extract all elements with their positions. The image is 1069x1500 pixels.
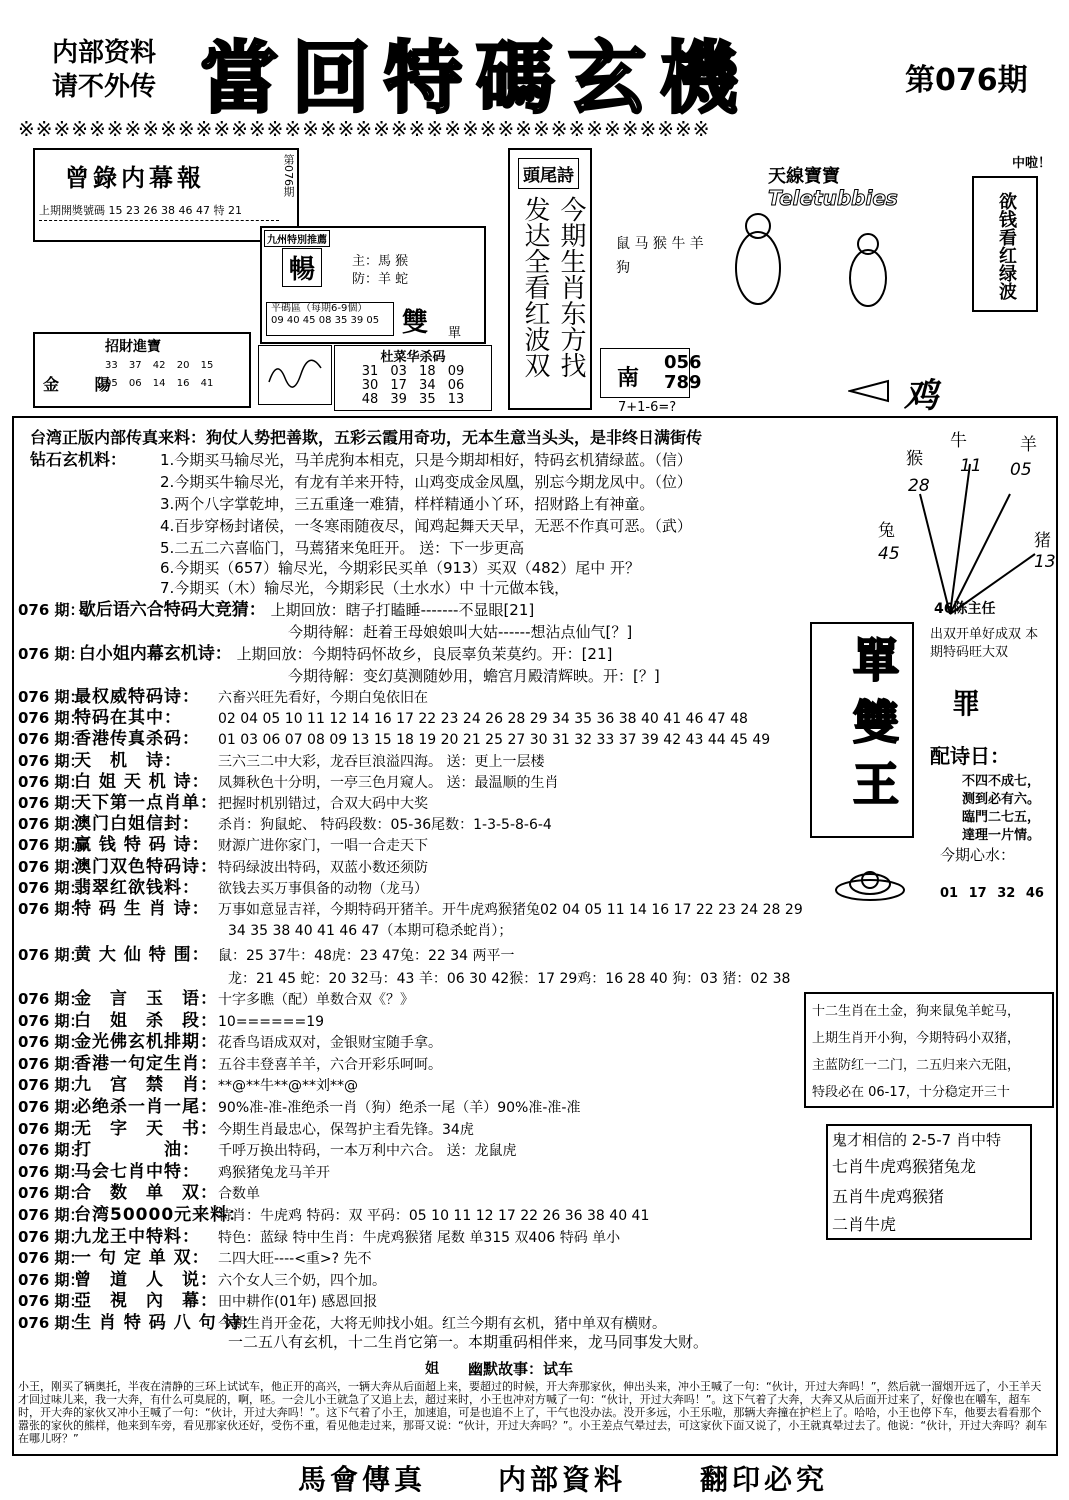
row-value: 千呼万换出特码，一本万利中六合。 送：龙鼠虎 xyxy=(218,1143,517,1160)
intro-item-1: 1.今期买马输尽光，马羊虎狗本相克，只是今期却相好，特码玄机猜绿蓝。（信） xyxy=(160,451,692,469)
kill-code-row1: 31 03 18 09 xyxy=(361,364,465,379)
fan-ox: 牛 xyxy=(950,431,967,451)
sdk-nums: 01 17 32 46 xyxy=(940,886,1044,901)
summary-line-1: 十二生肖在土金，狗来鼠兔羊蛇马， xyxy=(812,1004,1021,1019)
row-label: 九龙王中特料： xyxy=(74,1226,200,1247)
info-row xyxy=(18,709,748,728)
info-row xyxy=(18,1120,474,1139)
riddle-1-label: 歇后语六合特码大竞猜： xyxy=(78,600,266,620)
row-value: 02 04 05 10 11 12 14 16 17 22 23 24 26 28 29 34 35 36 38 40 41 46 47 48 xyxy=(218,711,748,728)
row-label: 曾 道 人 说： xyxy=(74,1269,218,1290)
fan-n11: 11 xyxy=(960,456,982,476)
sdk-poem-1: 不四不成七， xyxy=(962,774,1041,789)
info-row xyxy=(18,752,544,771)
newspaper-side: 第076期 xyxy=(282,154,295,197)
green-wave-sign xyxy=(972,176,1038,312)
newspaper-title: 曾錄内幕報 xyxy=(65,163,205,192)
summary-line-4: 特段必在 06-17，十分稳定开三十 xyxy=(812,1085,1010,1100)
kill-code-row2: 30 17 34 06 xyxy=(361,378,465,393)
row-label: 马会七肖中特： xyxy=(74,1161,200,1182)
row-value: 五谷丰登喜羊羊，六合开彩乐呵呵。 xyxy=(218,1056,442,1073)
row-issue: 076 期： xyxy=(18,1076,85,1095)
sdk-poem-2: 测到必有六。 xyxy=(962,792,1041,807)
cartoon-label: 天線寶寶 xyxy=(768,166,840,187)
box2-table xyxy=(266,302,394,336)
row-issue: 076 期： xyxy=(18,1249,85,1268)
box2-guard: 防：羊 蛇 xyxy=(352,272,409,287)
notice-line2: 请不外传 xyxy=(52,72,157,102)
row-label: 生 肖 特 码 八 句 诗： xyxy=(74,1313,260,1333)
row-issue: 076 期： xyxy=(18,688,85,706)
row-value: 把握时机别错过，合双大码中大奖 xyxy=(218,796,428,812)
fan-n05: 05 xyxy=(1010,460,1032,480)
intro-item-3: 3.两个八字掌乾坤，三五重逢一难猜，样样精通小丫环，招财路上有神童。 xyxy=(160,495,655,513)
kill-code-row3: 48 39 35 13 xyxy=(361,392,465,407)
huangdaxian-label: 黄 大 仙 特 围： xyxy=(74,945,210,965)
info-row xyxy=(18,858,428,877)
info-row xyxy=(18,1076,358,1095)
kill-code-title: 杜菜华杀码 xyxy=(380,350,446,365)
row-value: 凤舞秋色十分明，一亭三色月窥人。 送：最温顺的生肖 xyxy=(218,774,559,791)
box2-char-chang: 暢 xyxy=(282,248,322,287)
row-label: 翡翠红欲钱料： xyxy=(74,877,200,898)
info-row xyxy=(18,1206,649,1225)
ghost-line-3: 二肖牛虎 xyxy=(832,1215,897,1234)
row-label: 金 言 玉 语： xyxy=(74,989,218,1009)
row-issue: 076 期： xyxy=(18,1098,85,1116)
fortune-row1: 33 37 42 20 15 xyxy=(105,360,214,371)
chang-shuang-box xyxy=(260,226,486,344)
joke-title: 幽默故事：试车 xyxy=(468,1360,574,1378)
poem-col-left: 发达全看红波双 xyxy=(520,196,550,378)
row-value: 十字多瞧（配）单数合双《？》 xyxy=(218,992,414,1008)
intro-label: 钻石玄机料： xyxy=(30,450,127,469)
fan-n45: 45 xyxy=(878,544,900,564)
ghost-pick-box xyxy=(826,1124,1032,1240)
row-label: 打 油： xyxy=(74,1140,200,1161)
row-label: 天下第一点肖单： xyxy=(74,793,218,813)
box2-title: 九州特別推薦 xyxy=(264,230,330,247)
info-row xyxy=(18,1184,260,1203)
south-char: 南 xyxy=(617,366,640,391)
poem-col-right: 今期生肖东方找 xyxy=(556,196,586,378)
newspaper-divider xyxy=(39,220,279,221)
handwriting-box xyxy=(258,345,332,405)
row-label: 无 字 天 书： xyxy=(74,1118,218,1139)
row-value: 10======19 xyxy=(218,1013,325,1030)
info-row xyxy=(18,773,558,792)
huangdaxian-line1: 鼠：25 37牛：48虎：23 47兔：22 34 两平一 xyxy=(218,948,515,964)
row-issue: 076 期： xyxy=(18,1314,85,1332)
row-issue: 076 期： xyxy=(18,900,85,918)
sdk-today: 今期心水： xyxy=(940,846,1016,864)
sdk-poem-title: 配诗日： xyxy=(930,744,1010,768)
row-label: 最权威特码诗： xyxy=(74,687,200,707)
row-label: 天 机 诗： xyxy=(74,750,182,771)
info-row xyxy=(18,1271,386,1290)
row-issue: 076 期： xyxy=(18,1184,85,1203)
row-issue: 076 期： xyxy=(18,772,85,791)
info-row xyxy=(18,1098,580,1117)
box2-char-dan: 單 xyxy=(448,326,462,341)
fortune-chars: 金 陽 xyxy=(43,375,111,394)
row-value: 01 03 06 07 08 09 13 15 18 19 20 21 25 27 30 31 32 33 37 39 42 43 44 45 49 xyxy=(218,732,771,749)
info-row xyxy=(18,1228,620,1247)
box2-char-shuang: 雙 xyxy=(402,308,429,338)
zodiac-summary-box xyxy=(804,992,1054,1108)
intro-item-6: 6.今期买（657）输尽光，今期彩民买单（913）买双（482）尾中 开？ xyxy=(160,559,640,577)
row-value: 合数单 xyxy=(218,1186,260,1203)
row-value: 特肖：牛虎鸡 特码：双 平码：05 10 11 12 17 22 26 36 38 40 41 xyxy=(218,1208,650,1224)
fan-n13: 13 xyxy=(1034,552,1056,572)
row-value: 田中耕作(01年) 感恩回报 xyxy=(218,1294,378,1311)
row-label: 九 宫 禁 肖： xyxy=(74,1075,218,1096)
row-label: 金光佛玄机排期： xyxy=(74,1032,218,1053)
row-value: 杀肖：狗鼠蛇、 特码段数：05-36尾数：1-3-5-8-6-4 xyxy=(218,817,552,834)
row-issue: 076 期： xyxy=(18,836,85,855)
box2-main: 主：馬 猴 xyxy=(352,254,409,269)
row-value: 欲钱去买万事俱备的动物（龙马） xyxy=(218,880,428,897)
row-issue: 076 期： xyxy=(18,878,85,897)
row-label: 亞 視 內 幕： xyxy=(74,1291,218,1312)
row-label: 澳门双色特码诗： xyxy=(74,856,218,877)
row-value: 90%准-准-准绝杀一肖（狗）绝杀一尾（羊）90%准-准-准 xyxy=(218,1100,581,1116)
south-nums2: 789 xyxy=(664,372,702,393)
row-value: 六畜兴旺先看好，今期白兔依旧在 xyxy=(218,690,428,706)
zodiac-fan xyxy=(860,424,1056,624)
row-issue: 076 期： xyxy=(18,730,85,749)
ghost-title: 鬼才相信的 2-5-7 肖中特 xyxy=(832,1131,1001,1149)
row-label: 白 姐 杀 段： xyxy=(74,1010,218,1031)
box2-table-nums: 09 40 45 08 35 39 05 xyxy=(271,315,380,326)
riddle-1-now: 今期待解：赶着王母娘娘叫大姑------想沾点仙气[？] xyxy=(288,623,633,641)
intro-item-5: 5.二五二六喜临门，马蔫猪来兔旺开。 送：下一步更高 xyxy=(160,539,525,557)
arrow-icon xyxy=(848,376,898,406)
row-value: 鸡猴猪兔龙马羊开 xyxy=(218,1164,330,1181)
row-label: 一 句 定 单 双： xyxy=(74,1248,210,1269)
issue-number: 第076期 xyxy=(905,63,1028,98)
info-row xyxy=(18,730,770,749)
intro-item-4: 4.百步穿杨封诸侯，一冬寒雨随夜尽，闻鸡起舞天天早，无恶不作真可恶。（武） xyxy=(160,517,692,535)
notice-line1: 内部资料 xyxy=(52,38,157,68)
footer-mid: 内部資料 xyxy=(498,1463,627,1496)
row-label: 赢 钱 特 码 诗： xyxy=(74,835,210,856)
flower-icon xyxy=(830,868,910,904)
poem-header: 頭尾詩 xyxy=(518,158,579,189)
masthead-title: 當回特碼玄機 xyxy=(200,33,753,124)
info-row xyxy=(18,1012,324,1031)
riddle-2 xyxy=(18,644,612,664)
row-issue: 076 期： xyxy=(18,1011,85,1030)
info-row xyxy=(18,815,552,834)
info-row xyxy=(18,836,428,855)
row-issue: 076 期： xyxy=(18,794,85,812)
cartoon-area xyxy=(598,148,968,414)
riddle-1-no: 076 期： xyxy=(18,601,85,619)
header-notice xyxy=(52,36,156,104)
single-double-king-box xyxy=(810,622,914,838)
row-issue: 076 期： xyxy=(18,1206,85,1224)
fan-goat: 羊 xyxy=(1020,435,1037,455)
row-issue: 076 期： xyxy=(18,1033,85,1052)
info-row xyxy=(18,879,428,898)
fortune-box xyxy=(33,332,251,408)
info-row xyxy=(18,1292,377,1311)
fan-n28: 28 xyxy=(908,476,930,496)
row-value: 特码绿波出特码，双蓝小数还须防 xyxy=(218,859,428,876)
info-row xyxy=(18,1163,330,1182)
formula: 7+1-6=? xyxy=(618,400,677,415)
row-label: 合 数 单 双： xyxy=(74,1183,218,1204)
fan-monkey: 猴 xyxy=(906,449,923,469)
row-cont-1: 34 35 38 40 41 46 47（本期可稳杀蛇肖）； xyxy=(228,923,513,939)
row-cont-2: 一二五八有玄机，十二生肖它第一。本期重码相伴来，龙马同事发大财。 xyxy=(228,1333,709,1351)
riddle-1 xyxy=(18,600,534,620)
info-row xyxy=(18,1314,666,1333)
row-label: 台湾50000元来料： xyxy=(74,1205,247,1225)
row-issue: 076 期： xyxy=(18,857,85,876)
sign-top: 中啦！ xyxy=(1012,156,1052,171)
box2-table-title: 平碼區（每期6-9個） xyxy=(271,303,368,314)
rooster-char: 鸡 xyxy=(904,376,938,416)
info-row xyxy=(18,794,428,813)
footer-right: 翻印必究 xyxy=(700,1463,829,1496)
kill-code-box xyxy=(334,345,492,411)
ghost-line-2: 五肖牛虎鸡猴猪 xyxy=(832,1187,945,1206)
row-value: 今期生肖最忠心，保驾护主看先锋。34虎 xyxy=(218,1121,474,1138)
row-label: 特码在其中： xyxy=(74,708,182,729)
info-row xyxy=(18,990,414,1009)
head-tail-poem-box xyxy=(508,148,592,410)
cartoon-title: Teletubbies xyxy=(768,186,898,210)
huangdaxian-line2: 龙：21 45 蛇：20 32马：43 羊：06 30 42猴：17 29鸡：16 28 40 狗：03 猪：02 38 xyxy=(228,971,791,987)
row-issue: 076 期： xyxy=(18,990,85,1008)
newspaper-row: 上期開獎號碼 15 23 26 38 46 47 特 21 xyxy=(39,204,242,217)
joke-text: 小王，刚买了辆奥托，半夜在清静的三环上试试车，他正开的高兴，一辆大奔从后面超上来，要超过的时候，开大奔那家伙，伸出头来，冲小王喊了一句：“伙计，开过大奔吗！”，然后就一溜烟开远了，小王羊天才回过味儿来，我一大奔，有什么可臭屁的，啊，呸。一会儿小王就急了又追上去，超过来时，小王也冲对方喊了一句：“伙计，开过大奔吗！”。这下气着了大奔，大奔又从后面开过来了，好像也在嚼车，超车时，开大奔的家伙又冲小王喊了一句：“伙计，开过大奔吗！”。这下气着了小王，加速追，可是也追不上了，干气也没办法。没开多远，小王乐啦，那辆大奔撞在护栏上了。哈哈，小王也停下车，他要去看看那个嚣张的家伙的熊样，他来到车旁，看见那家伙还好，受伤不重，看见他走过来，那哥又说：“伙计，开过大奔吗？”。小王差点气晕过去，可这家伙下面又说了，小王就真晕过去了。他说：“伙计，开过大奔吗？刹车在哪儿呀？” xyxy=(18,1380,1048,1445)
intro-item-2: 2.今期买牛输尽光，有龙有羊来开特，山鸡变成金凤凰，别忘今期龙凤中。（位） xyxy=(160,473,692,491)
row-value: 三六三二中大彩，龙吞巨浪溢四海。 送：更上一层楼 xyxy=(218,753,545,770)
sdk-poem-3: 臨門二七五， xyxy=(962,810,1041,825)
row-value: 万事如意显吉祥，今期特码开猪羊。开牛虎鸡猴猪兔02 04 05 11 14 16 17 22 23 24 28 29 xyxy=(218,902,803,918)
row-issue: 076 期： xyxy=(18,1292,85,1311)
riddle-2-last: 上期回放：今期特码怀故乡，良辰辜负茉莫约。开：[21] xyxy=(236,645,613,663)
summary-line-2: 上期生肖开小狗，今期特码小双猪， xyxy=(812,1031,1021,1046)
row-issue: 076 期： xyxy=(18,1054,85,1073)
row-value: 今期生肖开金花，大将无帅找小姐。红兰今期有玄机，猪中单双有横财。 xyxy=(218,1316,666,1332)
row-label: 香港传真杀码： xyxy=(74,729,200,750)
fortune-row2: 05 06 14 16 41 xyxy=(105,378,214,389)
row-value: 六个女人三个奶，四个加。 xyxy=(218,1272,386,1289)
sdk-side-char: 罪 xyxy=(952,687,981,720)
riddle-1-last: 上期回放：瞎子打瞌睡-------不显眼[21] xyxy=(270,601,535,619)
sdk-poem-4: 達理一片情。 xyxy=(962,828,1041,843)
info-row xyxy=(18,1249,372,1268)
row-value: **@**牛**@**刘**@ xyxy=(218,1078,358,1095)
riddle-2-label: 白小姐内幕玄机诗： xyxy=(78,644,232,664)
sdk-title: 單雙王 xyxy=(846,636,900,822)
intro-line1: 台湾正版内部传真来料：狗仗人势把善欺，五彩云霞用奇功，无本生意当头头，是非终日满街传 xyxy=(30,428,703,447)
row-issue: 076 期： xyxy=(18,815,85,834)
row-value: 财源广进你家门，一唱一合走天下 xyxy=(218,838,428,855)
fan-caption: 46陈主任 xyxy=(934,601,996,617)
info-row xyxy=(18,1141,516,1160)
huangdaxian-no: 076 期： xyxy=(18,946,85,964)
info-row xyxy=(18,688,428,707)
row-issue: 076 期： xyxy=(18,751,85,770)
sdk-side-text: 出双开单好成双 本期特码旺大双 xyxy=(930,627,1039,660)
info-row xyxy=(18,900,803,919)
row-issue: 076 期： xyxy=(18,1119,85,1138)
ghost-line-1: 七肖牛虎鸡猴猪兔龙 xyxy=(832,1157,977,1176)
star-divider: ※※※※※※※※※※※※※※※※※※※※※※※※※※※※※※※※※※※※※※※ xyxy=(18,117,711,141)
fan-rabbit: 兔 xyxy=(878,521,895,541)
joke-prefix: 姐 xyxy=(425,1361,439,1377)
row-issue: 076 期： xyxy=(18,1141,85,1160)
row-value: 二四大旺----<重>? 先不 xyxy=(218,1251,372,1268)
row-issue: 076 期： xyxy=(18,1227,85,1246)
intro-item-7: 7.今期买（木）输尽光，今期彩民（土水水）中 十元做本钱， xyxy=(160,579,570,597)
fortune-title: 招財進寶 xyxy=(105,339,161,355)
cartoon-zodiac: 鼠 马 猴 牛 羊 狗 xyxy=(616,236,704,276)
row-issue: 076 期： xyxy=(18,1162,85,1181)
row-issue: 076 期： xyxy=(18,1270,85,1289)
row-value: 花香鸟语成双对，金银财宝随手拿。 xyxy=(218,1035,442,1052)
row-value: 特色：蓝绿 特中生肖：牛虎鸡猴猪 尾数 单315 双406 特码 单小 xyxy=(218,1229,621,1246)
sign-text: 欲钱看红绿波 xyxy=(996,192,1017,300)
footer-left: 馬會傳真 xyxy=(298,1463,427,1496)
south-nums1: 056 xyxy=(664,352,702,373)
row-label: 白 姐 天 机 诗： xyxy=(74,771,210,792)
row-issue: 076 期： xyxy=(18,709,85,728)
row-label: 特 码 生 肖 诗： xyxy=(74,899,210,919)
fan-pig: 猪 xyxy=(1034,531,1051,551)
row-label: 香港一句定生肖： xyxy=(74,1053,218,1074)
handwriting-scribble xyxy=(267,354,323,394)
info-row xyxy=(18,1033,442,1052)
row-label: 澳门白姐信封： xyxy=(74,814,200,835)
riddle-2-now: 今期待解：变幻莫测随妙用，蟾宫月殿清辉映。开：[？] xyxy=(288,667,660,685)
summary-line-3: 主蓝防红一二门，二五归来六无阻， xyxy=(812,1058,1021,1073)
row-label: 必绝杀一肖一尾： xyxy=(74,1097,218,1117)
huangdaxian-row xyxy=(18,946,515,965)
teletubby-figure xyxy=(708,208,908,318)
info-row xyxy=(18,1055,442,1074)
riddle-2-no: 076 期： xyxy=(18,645,85,663)
